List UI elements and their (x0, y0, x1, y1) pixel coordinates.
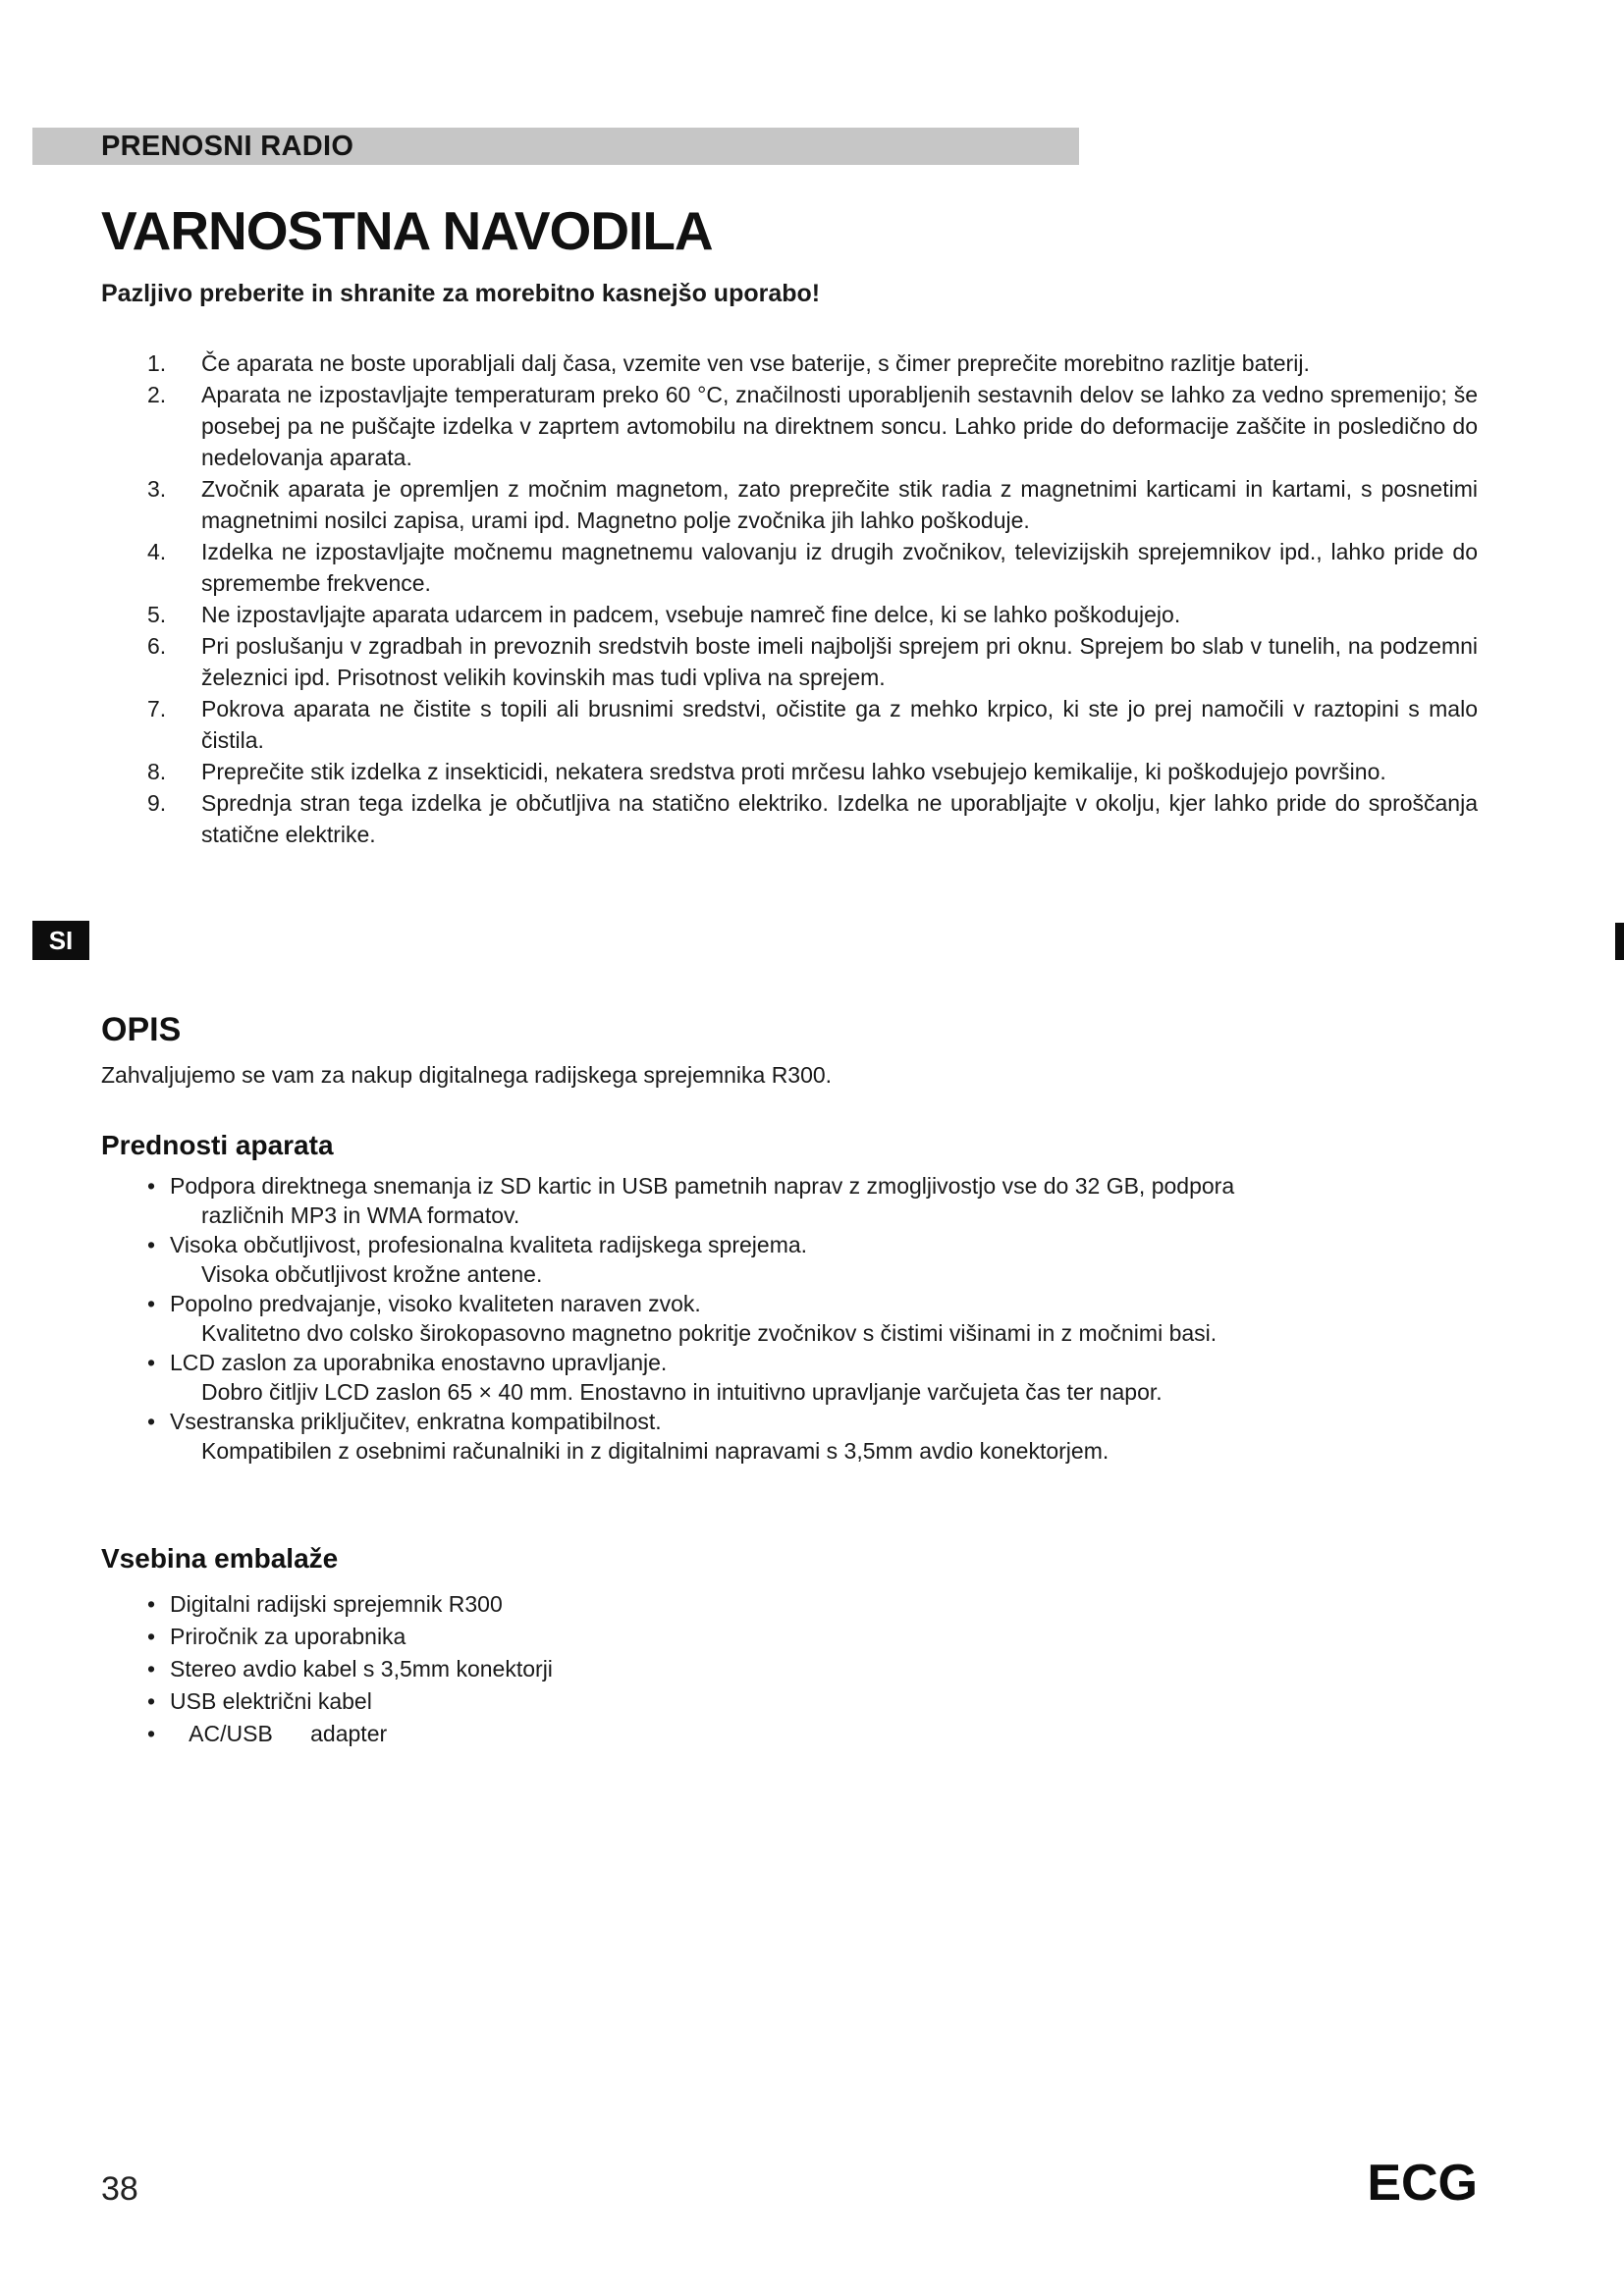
package-item-text: Priročnik za uporabnika (170, 1623, 406, 1649)
advantage-subtext: Kvalitetno dvo colsko širokopasovno magnetno pokritje zvočnikov s čistimi višinami in z močnimi basi. (201, 1320, 1218, 1347)
package-item-text: USB električni kabel (170, 1687, 372, 1714)
safety-instructions-list (101, 347, 1478, 850)
package-item-2 (101, 1621, 1478, 1652)
item-text: Preprečite stik izdelka z insekticidi, nekatera sredstva proti mrčesu lahko vsebujejo kemikalije, ki poškodujejo površino. (201, 759, 1386, 784)
safety-item-3 (101, 473, 1478, 536)
package-item-1 (101, 1588, 1478, 1620)
item-number: 4. (147, 539, 167, 564)
advantage-text: Visoka občutljivost, profesionalna kvaliteta radijskega sprejema. (170, 1232, 808, 1258)
page-edge-mark (1615, 923, 1624, 960)
bullet-icon: • (147, 1350, 156, 1376)
safety-item-7 (101, 693, 1478, 756)
advantage-item-2 (101, 1230, 1478, 1289)
item-text: Če aparata ne boste uporabljali dalj časa, vzemite ven vse baterije, s čimer preprečite morebitno razlitje baterij. (201, 350, 1310, 376)
bullet-icon: • (147, 1655, 156, 1682)
page-number: 38 (101, 2170, 138, 2208)
item-number: 1. (147, 350, 167, 376)
safety-item-2 (101, 379, 1478, 473)
item-number: 9. (147, 790, 167, 816)
item-number: 3. (147, 476, 167, 502)
item-text: Sprednja stran tega izdelka je občutljiva na statično elektriko. Izdelka ne uporabljajte v okolju, kjer lahko pride do sproščanja statične elektrike. (201, 790, 1478, 847)
safety-item-5 (101, 599, 1478, 630)
page-title: VARNOSTNA NAVODILA (101, 200, 713, 261)
bullet-icon: • (147, 1232, 156, 1258)
item-number: 8. (147, 759, 167, 784)
item-number: 2. (147, 382, 167, 407)
language-tab-si (32, 921, 89, 960)
advantage-body (170, 1348, 1478, 1407)
safety-item-1 (101, 347, 1478, 379)
package-item-text: AC/USB adapter (170, 1720, 388, 1746)
advantage-item-1 (101, 1171, 1478, 1230)
bullet-icon: • (147, 1409, 156, 1435)
description-intro: Zahvaljujemo se vam za nakup digitalnega radijskega sprejemnika R300. (101, 1062, 833, 1089)
advantage-body (170, 1289, 1478, 1348)
page-content (101, 200, 1478, 1750)
item-text: Pokrova aparata ne čistite s topili ali brusnimi sredstvi, očistite ga z mehko krpico, ki ste jo prej namočili v raztopini s malo čistila. (201, 696, 1478, 753)
package-contents-heading: Vsebina embalaže (101, 1543, 339, 1575)
item-text: Ne izpostavljajte aparata udarcem in padcem, vsebuje namreč fine delce, ki se lahko poškodujejo. (201, 602, 1181, 627)
advantage-text: LCD zaslon za uporabnika enostavno upravljanje. (170, 1350, 668, 1376)
package-item-4 (101, 1685, 1478, 1717)
item-number: 5. (147, 602, 167, 627)
page-footer (101, 2152, 1478, 2212)
package-contents-list (101, 1588, 1478, 1749)
bullet-icon: • (147, 1291, 156, 1317)
category-header-bar (32, 128, 1079, 165)
bullet-icon: • (147, 1687, 156, 1714)
advantage-subtext: različnih MP3 in WMA formatov. (201, 1202, 520, 1229)
item-number: 7. (147, 696, 167, 721)
language-tab-label: SI (48, 925, 74, 955)
advantage-body (170, 1230, 1478, 1289)
category-label: PRENOSNI RADIO (101, 130, 354, 162)
package-item-3 (101, 1653, 1478, 1684)
advantage-text: Popolno predvajanje, visoko kvaliteten naraven zvok. (170, 1291, 701, 1317)
bullet-icon: • (147, 1623, 156, 1649)
advantage-item-5 (101, 1407, 1478, 1466)
safety-item-8 (101, 756, 1478, 787)
bullet-icon: • (147, 1173, 156, 1200)
read-carefully-note: Pazljivo preberite in shranite za morebitno kasnejšo uporabo! (101, 280, 821, 307)
advantage-body (170, 1171, 1478, 1230)
advantage-text: Vsestranska priključitev, enkratna kompatibilnost. (170, 1409, 662, 1435)
advantage-subtext: Dobro čitljiv LCD zaslon 65 × 40 mm. Enostavno in intuitivno upravljanje varčujeta čas ter napor. (201, 1379, 1163, 1406)
item-text: Izdelka ne izpostavljajte močnemu magnetnemu valovanju iz drugih zvočnikov, televizijskih sprejemnikov ipd., lahko pride do spremembe frekvence. (201, 539, 1478, 596)
advantage-body (170, 1407, 1478, 1466)
brand-logo-ecg: ECG (1367, 2155, 1478, 2212)
advantage-item-4 (101, 1348, 1478, 1407)
bullet-icon: • (147, 1590, 156, 1617)
advantage-item-3 (101, 1289, 1478, 1348)
advantages-heading: Prednosti aparata (101, 1130, 334, 1161)
advantages-list (101, 1171, 1478, 1466)
description-heading: OPIS (101, 1011, 182, 1048)
advantage-subtext: Visoka občutljivost krožne antene. (201, 1261, 543, 1288)
safety-item-4 (101, 536, 1478, 599)
bullet-icon: • (147, 1720, 156, 1746)
item-number: 6. (147, 633, 167, 659)
safety-item-6 (101, 630, 1478, 693)
safety-item-9 (101, 787, 1478, 850)
item-text: Pri poslušanju v zgradbah in prevoznih sredstvih boste imeli najboljši sprejem pri oknu. Sprejem bo slab v tunelih, na podzemni železnici ipd. Prisotnost velikih kovinskih mas tudi vpliva na sprejem. (201, 633, 1478, 690)
item-text: Aparata ne izpostavljajte temperaturam preko 60 °C, značilnosti uporabljenih sestavnih delov se lahko za vedno spremenijo; še posebej pa ne puščajte izdelka v zaprtem avtomobilu na direktnem soncu. Lahko pride do deformacije zaščite in posledično do nedelovanja aparata. (201, 382, 1478, 470)
package-item-5 (101, 1718, 1478, 1749)
item-text: Zvočnik aparata je opremljen z močnim magnetom, zato preprečite stik radia z magnetnimi karticami in kartami, s posnetimi magnetnimi nosilci zapisa, urami ipd. Magnetno polje zvočnika jih lahko poškoduje. (201, 476, 1478, 533)
package-item-text: Digitalni radijski sprejemnik R300 (170, 1590, 503, 1617)
advantage-text: Podpora direktnega snemanja iz SD kartic in USB pametnih naprav z zmogljivostjo vse do 32 GB, podpora (170, 1173, 1235, 1200)
package-item-text: Stereo avdio kabel s 3,5mm konektorji (170, 1655, 553, 1682)
advantage-subtext: Kompatibilen z osebnimi računalniki in z digitalnimi napravami s 3,5mm avdio konektorjem. (201, 1438, 1110, 1465)
